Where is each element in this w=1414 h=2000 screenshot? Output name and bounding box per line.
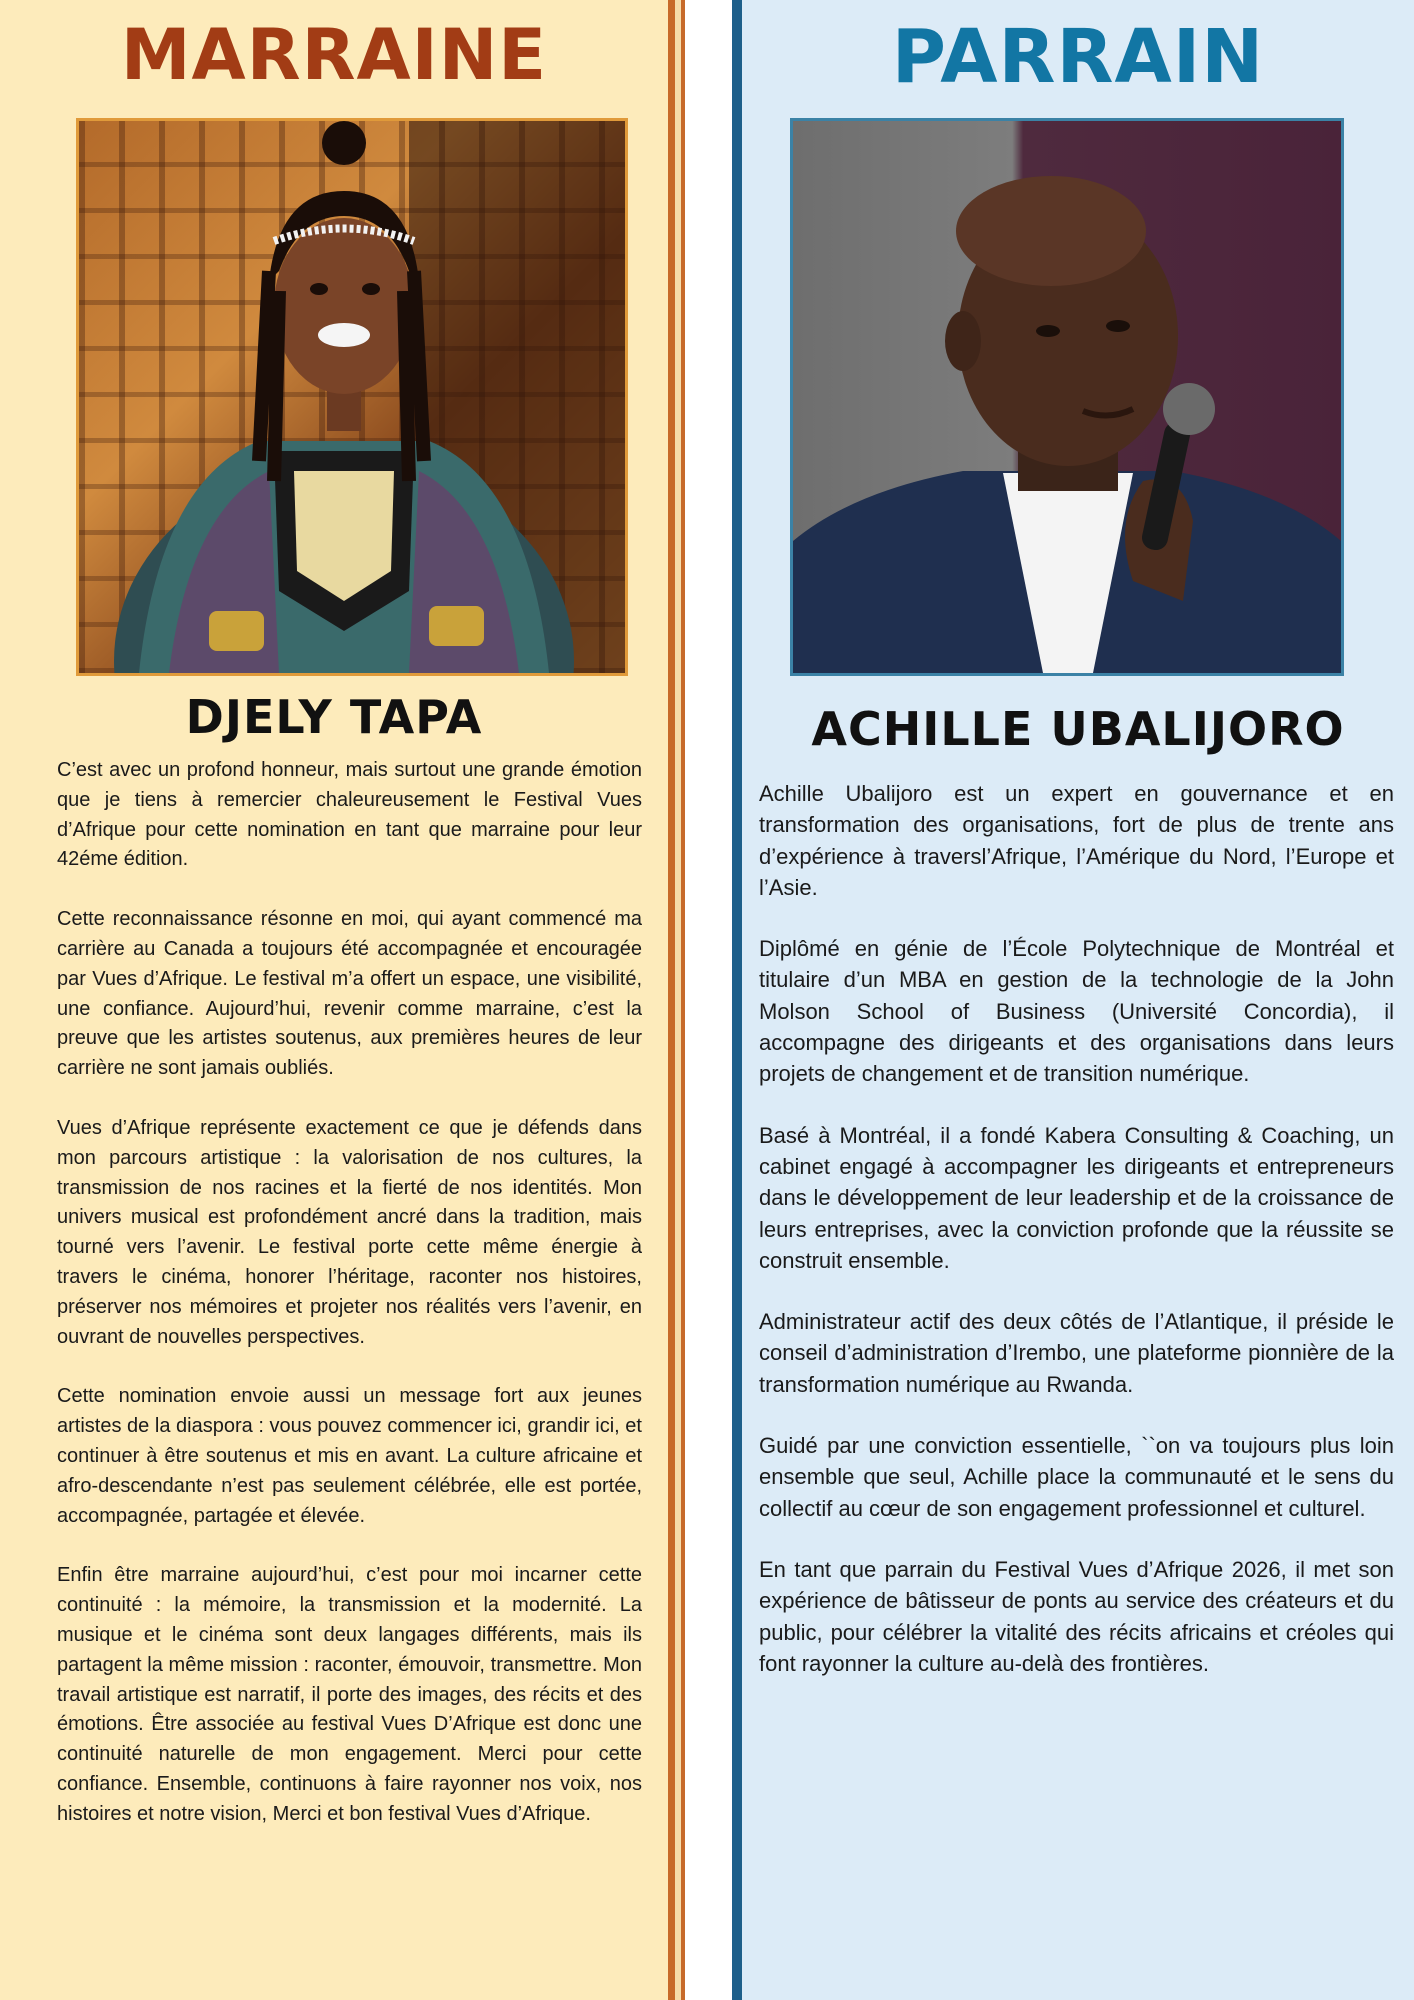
marraine-text: [57, 756, 642, 1860]
parrain-heading: PARRAIN: [891, 14, 1265, 100]
marraine-paragraph: Cette reconnaissance résonne en moi, qui ayant commencé ma carrière au Canada a toujours été accompagnée et encouragée par Vues d’Afrique. Le festival m’a offert un espace, une visibilité, une confiance. Aujourd’hui, revenir comme marraine, c’est la preuve que les artistes soutenus, aux premières heures de leur carrière ne sont jamais oubliés.: [57, 908, 642, 1080]
marraine-paragraph: Vues d’Afrique représente exactement ce que je défends dans mon parcours artistique : la valorisation de nos cultures, la transmission de nos racines et la fierté de nos identités. Mon univers musical est profondément ancré dans la tradition, mais tourné vers l’avenir. Le festival porte cette même énergie à travers le cinéma, honorer l’héritage, raconter nos histoires, préserver nos mémoires et projeter nos réalités vers l’avenir, en ouvrant de nouvelles perspectives.: [57, 1116, 642, 1348]
parrain-paragraph: Guidé par une conviction essentielle, ``on va toujours plus loin ensemble que seul, Achille place la communauté et le sens du collectif au cœur de son engagement professionnel et culturel.: [759, 1433, 1394, 1521]
parrain-paragraph: En tant que parrain du Festival Vues d’Afrique 2026, il met son expérience de bâtisseur de ponts au service des créateurs et du public, pour célébrer la vitalité des récits africains et créoles qui font rayonner la culture au-delà des frontières.: [759, 1556, 1394, 1676]
marraine-paragraph: C’est avec un profond honneur, mais surtout une grande émotion que je tiens à remercier chaleureusement le Festival Vues d’Afrique pour cette nomination en tant que marraine pour leur 42éme édition.: [57, 759, 642, 871]
parrain-paragraph: Basé à Montréal, il a fondé Kabera Consulting & Coaching, un cabinet engagé à accompagner les dirigeants et entrepreneurs dans le développement de leur leadership et de la croissance de leurs entreprises, avec la conviction profonde que la réussite se construit ensemble.: [759, 1122, 1394, 1273]
marraine-heading: MARRAINE: [120, 14, 548, 96]
marraine-name: DJELY TAPA: [185, 690, 483, 744]
parrain-text: [759, 778, 1394, 1709]
column-gutter: [685, 0, 732, 2000]
parrain-paragraph: Achille Ubalijoro est un expert en gouvernance et en transformation des organisations, fort de plus de trente ans d’expérience à traversl’Afrique, l’Amérique du Nord, l’Europe et l’Asie.: [759, 781, 1394, 900]
djely-tapa-photo: [76, 118, 628, 676]
marraine-paragraph: Enfin être marraine aujourd’hui, c’est pour moi incarner cette continuité : la mémoire, la transmission et la modernité. La musique et le cinéma sont deux langages différents, mais ils partagent la même mission : raconter, émouvoir, transmettre. Mon travail artistique est narratif, il porte des images, des récits et des émotions. Être associée au festival Vues D’Afrique est donc une continuité naturelle de mon engagement. Merci pour cette confiance. Ensemble, continuons à faire rayonner nos voix, nos histoires et notre vision, Merci et bon festival Vues d’Afrique.: [57, 1564, 642, 1825]
parrain-name: ACHILLE UBALIJORO: [811, 702, 1345, 756]
marraine-paragraph: Cette nomination envoie aussi un message fort aux jeunes artistes de la diaspora : vous pouvez commencer ici, grandir ici, et continuer à être soutenus et mis en avant. La culture africaine et afro-descendante n’est pas seulement célébrée, elle est portée, accompagnée, partagée et élevée.: [57, 1385, 642, 1527]
left-rule: [668, 0, 675, 2000]
right-rule: [732, 0, 742, 2000]
portrait-illustration: [793, 121, 1341, 673]
parrain-paragraph: Diplômé en génie de l’École Polytechnique de Montréal et titulaire d’un MBA en gestion de la technologie de la John Molson School of Business (Université Concordia), il accompagne des dirigeants et des organisations dans leurs projets de changement et de transition numérique.: [759, 936, 1394, 1087]
parrain-paragraph: Administrateur actif des deux côtés de l’Atlantique, il préside le conseil d’administration d’Irembo, une plateforme pionnière de la transformation numérique au Rwanda.: [759, 1309, 1394, 1397]
parrain-column: [742, 0, 1414, 2000]
marraine-column: [0, 0, 668, 2000]
achille-ubalijoro-photo: [790, 118, 1344, 676]
portrait-illustration: [79, 121, 625, 673]
